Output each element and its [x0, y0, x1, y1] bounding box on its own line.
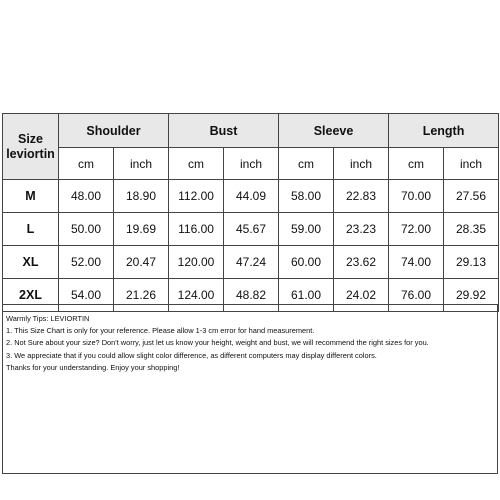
unit-header: cm	[389, 148, 444, 180]
size-label: M	[3, 180, 59, 213]
table-cell: 120.00	[169, 246, 224, 279]
table-cell: 18.90	[114, 180, 169, 213]
table-cell: 76.00	[389, 279, 444, 312]
table-cell: 61.00	[279, 279, 334, 312]
tip-line: 3. We appreciate that if you could allow slight color difference, as different computers may display different colors.	[6, 350, 377, 360]
table-row	[3, 213, 499, 246]
size-label: 2XL	[3, 279, 59, 312]
size-chart-table	[2, 113, 499, 312]
table-cell: 116.00	[169, 213, 224, 246]
table-cell: 70.00	[389, 180, 444, 213]
table-cell: 21.26	[114, 279, 169, 312]
table-cell: 48.82	[224, 279, 279, 312]
unit-header: cm	[169, 148, 224, 180]
bust-header: Bust	[169, 114, 279, 148]
unit-header: inch	[444, 148, 499, 180]
table-row	[3, 246, 499, 279]
size-label: XL	[3, 246, 59, 279]
size-header-cell	[3, 114, 59, 180]
table-cell: 47.24	[224, 246, 279, 279]
table-cell: 28.35	[444, 213, 499, 246]
brand-header-label: leviortin	[6, 146, 55, 161]
table-cell: 72.00	[389, 213, 444, 246]
unit-header: cm	[279, 148, 334, 180]
unit-header: inch	[114, 148, 169, 180]
table-cell: 22.83	[334, 180, 389, 213]
size-header-label: Size	[17, 131, 43, 146]
table-cell: 124.00	[169, 279, 224, 312]
tip-line: Thanks for your understanding. Enjoy your shopping!	[6, 362, 180, 372]
table-cell: 112.00	[169, 180, 224, 213]
tips-box	[2, 304, 498, 474]
table-cell: 19.69	[114, 213, 169, 246]
tip-line: 2. Not Sure about your size? Don't worry, just let us know your height, weight and bust, we will recommend the right sizes for you.	[6, 338, 429, 348]
table-cell: 52.00	[59, 246, 114, 279]
table-cell: 48.00	[59, 180, 114, 213]
table-cell: 23.62	[334, 246, 389, 279]
unit-header: inch	[224, 148, 279, 180]
sleeve-header: Sleeve	[279, 114, 389, 148]
table-row	[3, 180, 499, 213]
table-cell: 50.00	[59, 213, 114, 246]
shoulder-header: Shoulder	[59, 114, 169, 148]
unit-header: inch	[334, 148, 389, 180]
unit-header: cm	[59, 148, 114, 180]
measurement-group-row	[3, 114, 499, 148]
table-cell: 23.23	[334, 213, 389, 246]
table-cell: 44.09	[224, 180, 279, 213]
table-cell: 45.67	[224, 213, 279, 246]
table-cell: 58.00	[279, 180, 334, 213]
table-cell: 29.92	[444, 279, 499, 312]
table-cell: 59.00	[279, 213, 334, 246]
tips-title: Warmly Tips: LEVIORTIN	[6, 314, 90, 323]
length-header: Length	[389, 114, 499, 148]
unit-row	[3, 148, 499, 180]
table-cell: 24.02	[334, 279, 389, 312]
table-cell: 29.13	[444, 246, 499, 279]
table-cell: 74.00	[389, 246, 444, 279]
tip-line: 1. This Size Chart is only for your reference. Please allow 1-3 cm error for hand measurement.	[6, 326, 315, 336]
size-label: L	[3, 213, 59, 246]
table-cell: 60.00	[279, 246, 334, 279]
table-cell: 54.00	[59, 279, 114, 312]
table-cell: 27.56	[444, 180, 499, 213]
table-cell: 20.47	[114, 246, 169, 279]
